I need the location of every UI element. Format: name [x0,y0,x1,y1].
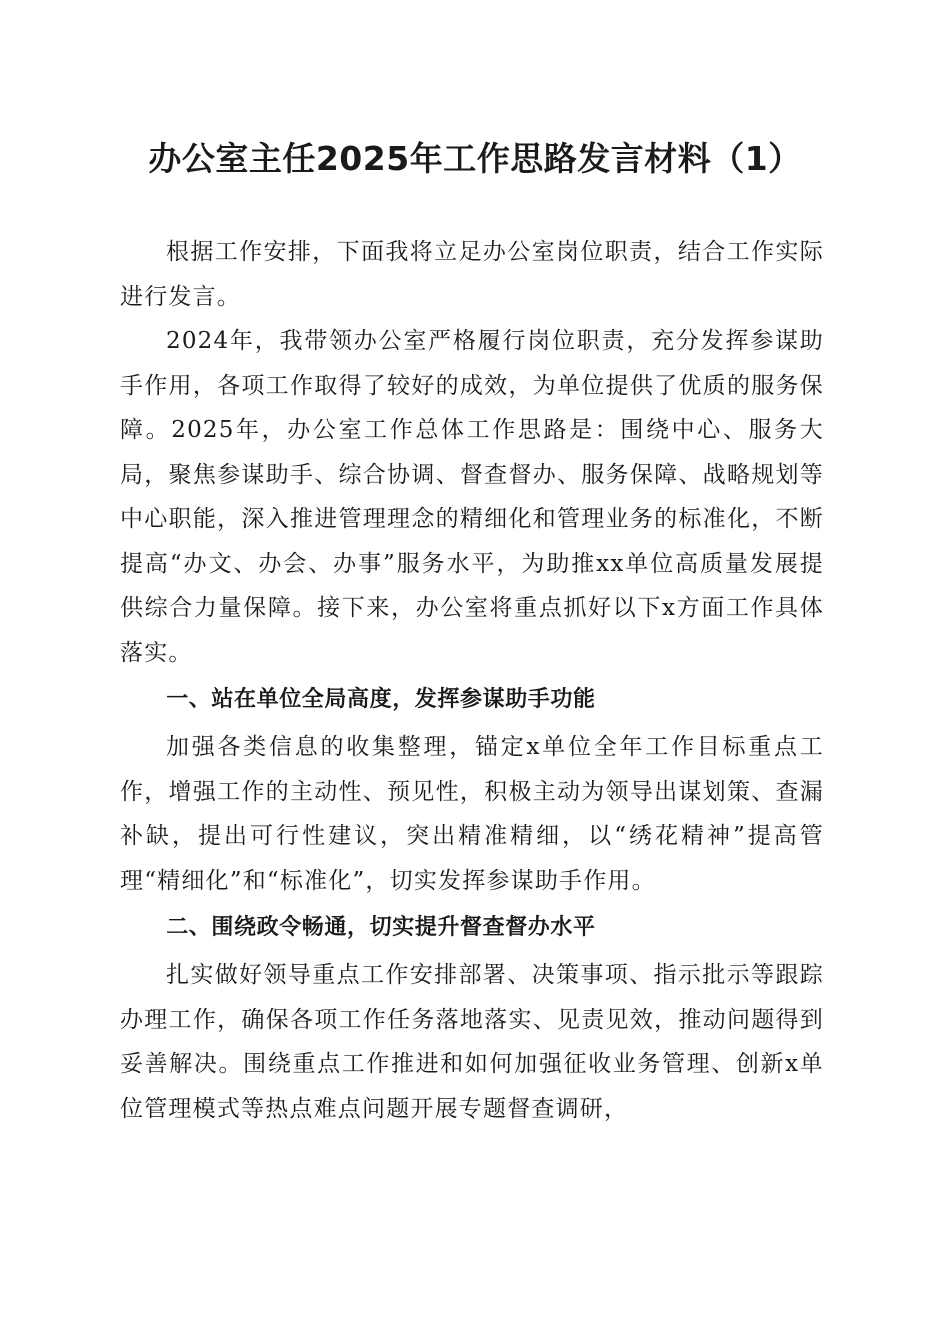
document-body [120,230,824,1131]
section-1-paragraph: 加强各类信息的收集整理，锚定x单位全年工作目标重点工作，增强工作的主动性、预见性，积极主动为领导出谋划策、查漏补缺，提出可行性建议，突出精准精细，以“绣花精神”提高管理“精细化”和“标准化”，切实发挥参谋助手作用。 [120,734,824,894]
section-heading-1: 一、站在单位全局高度，发挥参谋助手功能 [166,687,596,712]
intro-paragraph: 根据工作安排，下面我将立足办公室岗位职责，结合工作实际进行发言。 [120,239,824,310]
section-heading-2: 二、围绕政令畅通，切实提升督查督办水平 [166,915,596,940]
overview-paragraph: 2024年，我带领办公室严格履行岗位职责，充分发挥参谋助手作用，各项工作取得了较好的成效，为单位提供了优质的服务保障。2025年，办公室工作总体工作思路是：围绕中心、服务大局，聚焦参谋助手、综合协调、督查督办、服务保障、战略规划等中心职能，深入推进管理理念的精细化和管理业务的标准化，不断提高“办文、办会、办事”服务水平，为助推xx单位高质量发展提供综合力量保障。接下来，办公室将重点抓好以下x方面工作具体落实。 [120,328,824,666]
document-title: 办公室主任2025年工作思路发言材料（1） [148,139,802,178]
section-2-paragraph: 扎实做好领导重点工作安排部署、决策事项、指示批示等跟踪办理工作，确保各项工作任务落地落实、见责见效，推动问题得到妥善解决。围绕重点工作推进和如何加强征收业务管理、创新x单位管理模式等热点难点问题开展专题督查调研， [120,962,824,1122]
